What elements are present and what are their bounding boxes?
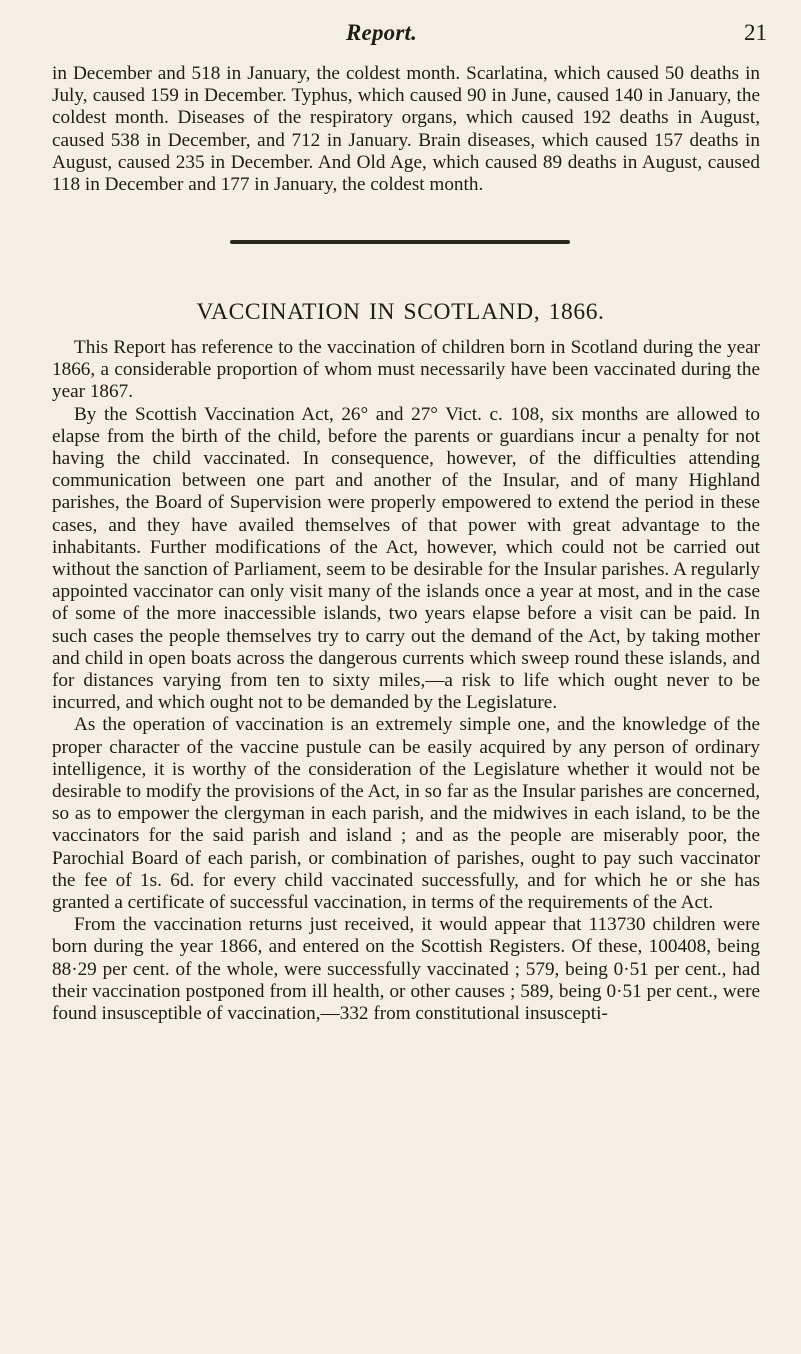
section-title: VACCINATION IN SCOTLAND, 1866. xyxy=(196,299,605,325)
intro-paragraph-block xyxy=(52,63,760,196)
body-paragraph-3: As the operation of vaccination is an extremely simple one, and the knowledge of the proper character of the vaccine pustule can be easily acquired by any person of ordinary intelligence, it is worthy of the consideration of the Legislature whether it would not be desirable to modify the provisions of the Act, in so far as the Insular parishes are concerned, so as to empower the clergyman in each parish, and the midwives in each island, to be the vaccinators for the said parish and island ; and as the people are miserably poor, the Parochial Board of each parish, or combination of parishes, ought to pay such vaccinator the fee of 1s. 6d. for every child vaccinated successfully, and for which he or she has granted a certificate of successful vaccination, in terms of the requirements of the Act. xyxy=(52,714,760,914)
section-divider-rule xyxy=(230,240,570,244)
body-paragraph-4: From the vaccination returns just received, it would appear that 113730 children were born during the year 1866, and entered on the Scottish Registers. Of these, 100408, being 88·29 per cent. of the whole, were successfully vaccinated ; 579, being 0·51 per cent., had their vaccination postponed from ill health, or other causes ; 589, being 0·51 per cent., were found insusceptible of vaccination,—332 from constitutional insuscepti- xyxy=(52,914,760,1025)
section-body xyxy=(52,337,760,1025)
running-head xyxy=(0,18,801,58)
running-title: Report. xyxy=(346,20,418,45)
intro-paragraph: in December and 518 in January, the coldest month. Scarlatina, which caused 50 deaths in July, caused 159 in December. Typhus, which caused 90 in June, caused 140 in January, the coldest month. Diseases of the respiratory organs, which caused 192 deaths in August, caused 538 in December, and 712 in January. Brain diseases, which caused 157 deaths in August, caused 235 in December. And Old Age, which caused 89 deaths in August, caused 118 in December and 177 in January, the coldest month. xyxy=(52,63,760,196)
body-paragraph-2: By the Scottish Vaccination Act, 26° and 27° Vict. c. 108, six months are allowed to elapse from the birth of the child, before the parents or guardians incur a penalty for not having the child vaccinated. In consequence, however, of the difficulties attending communication between one part and another of the Insular, and of many Highland parishes, the Board of Supervision were properly empowered to extend the period in these cases, and they have availed themselves of that power with great advantage to the inhabitants. Further modifications of the Act, however, which could not be carried out without the sanction of Parliament, seem to be desirable for the Insular parishes. A regularly appointed vaccinator can only visit many of the islands once a year at most, and in the case of some of the more inaccessible islands, two years elapse before a visit can be paid. In such cases the people themselves try to carry out the demand of the Act, by taking mother and child in open boats across the dangerous currents which sweep round these islands, and for distances varying from ten to sixty miles,—a risk to life which ought never to be incurred, and which ought not to be demanded by the Legislature. xyxy=(52,403,760,714)
body-paragraph-1: This Report has reference to the vaccination of children born in Scotland during the year 1866, a considerable proportion of whom must necessarily have been vaccinated during the year 1867. xyxy=(52,337,760,403)
page-number: 21 xyxy=(744,20,767,45)
